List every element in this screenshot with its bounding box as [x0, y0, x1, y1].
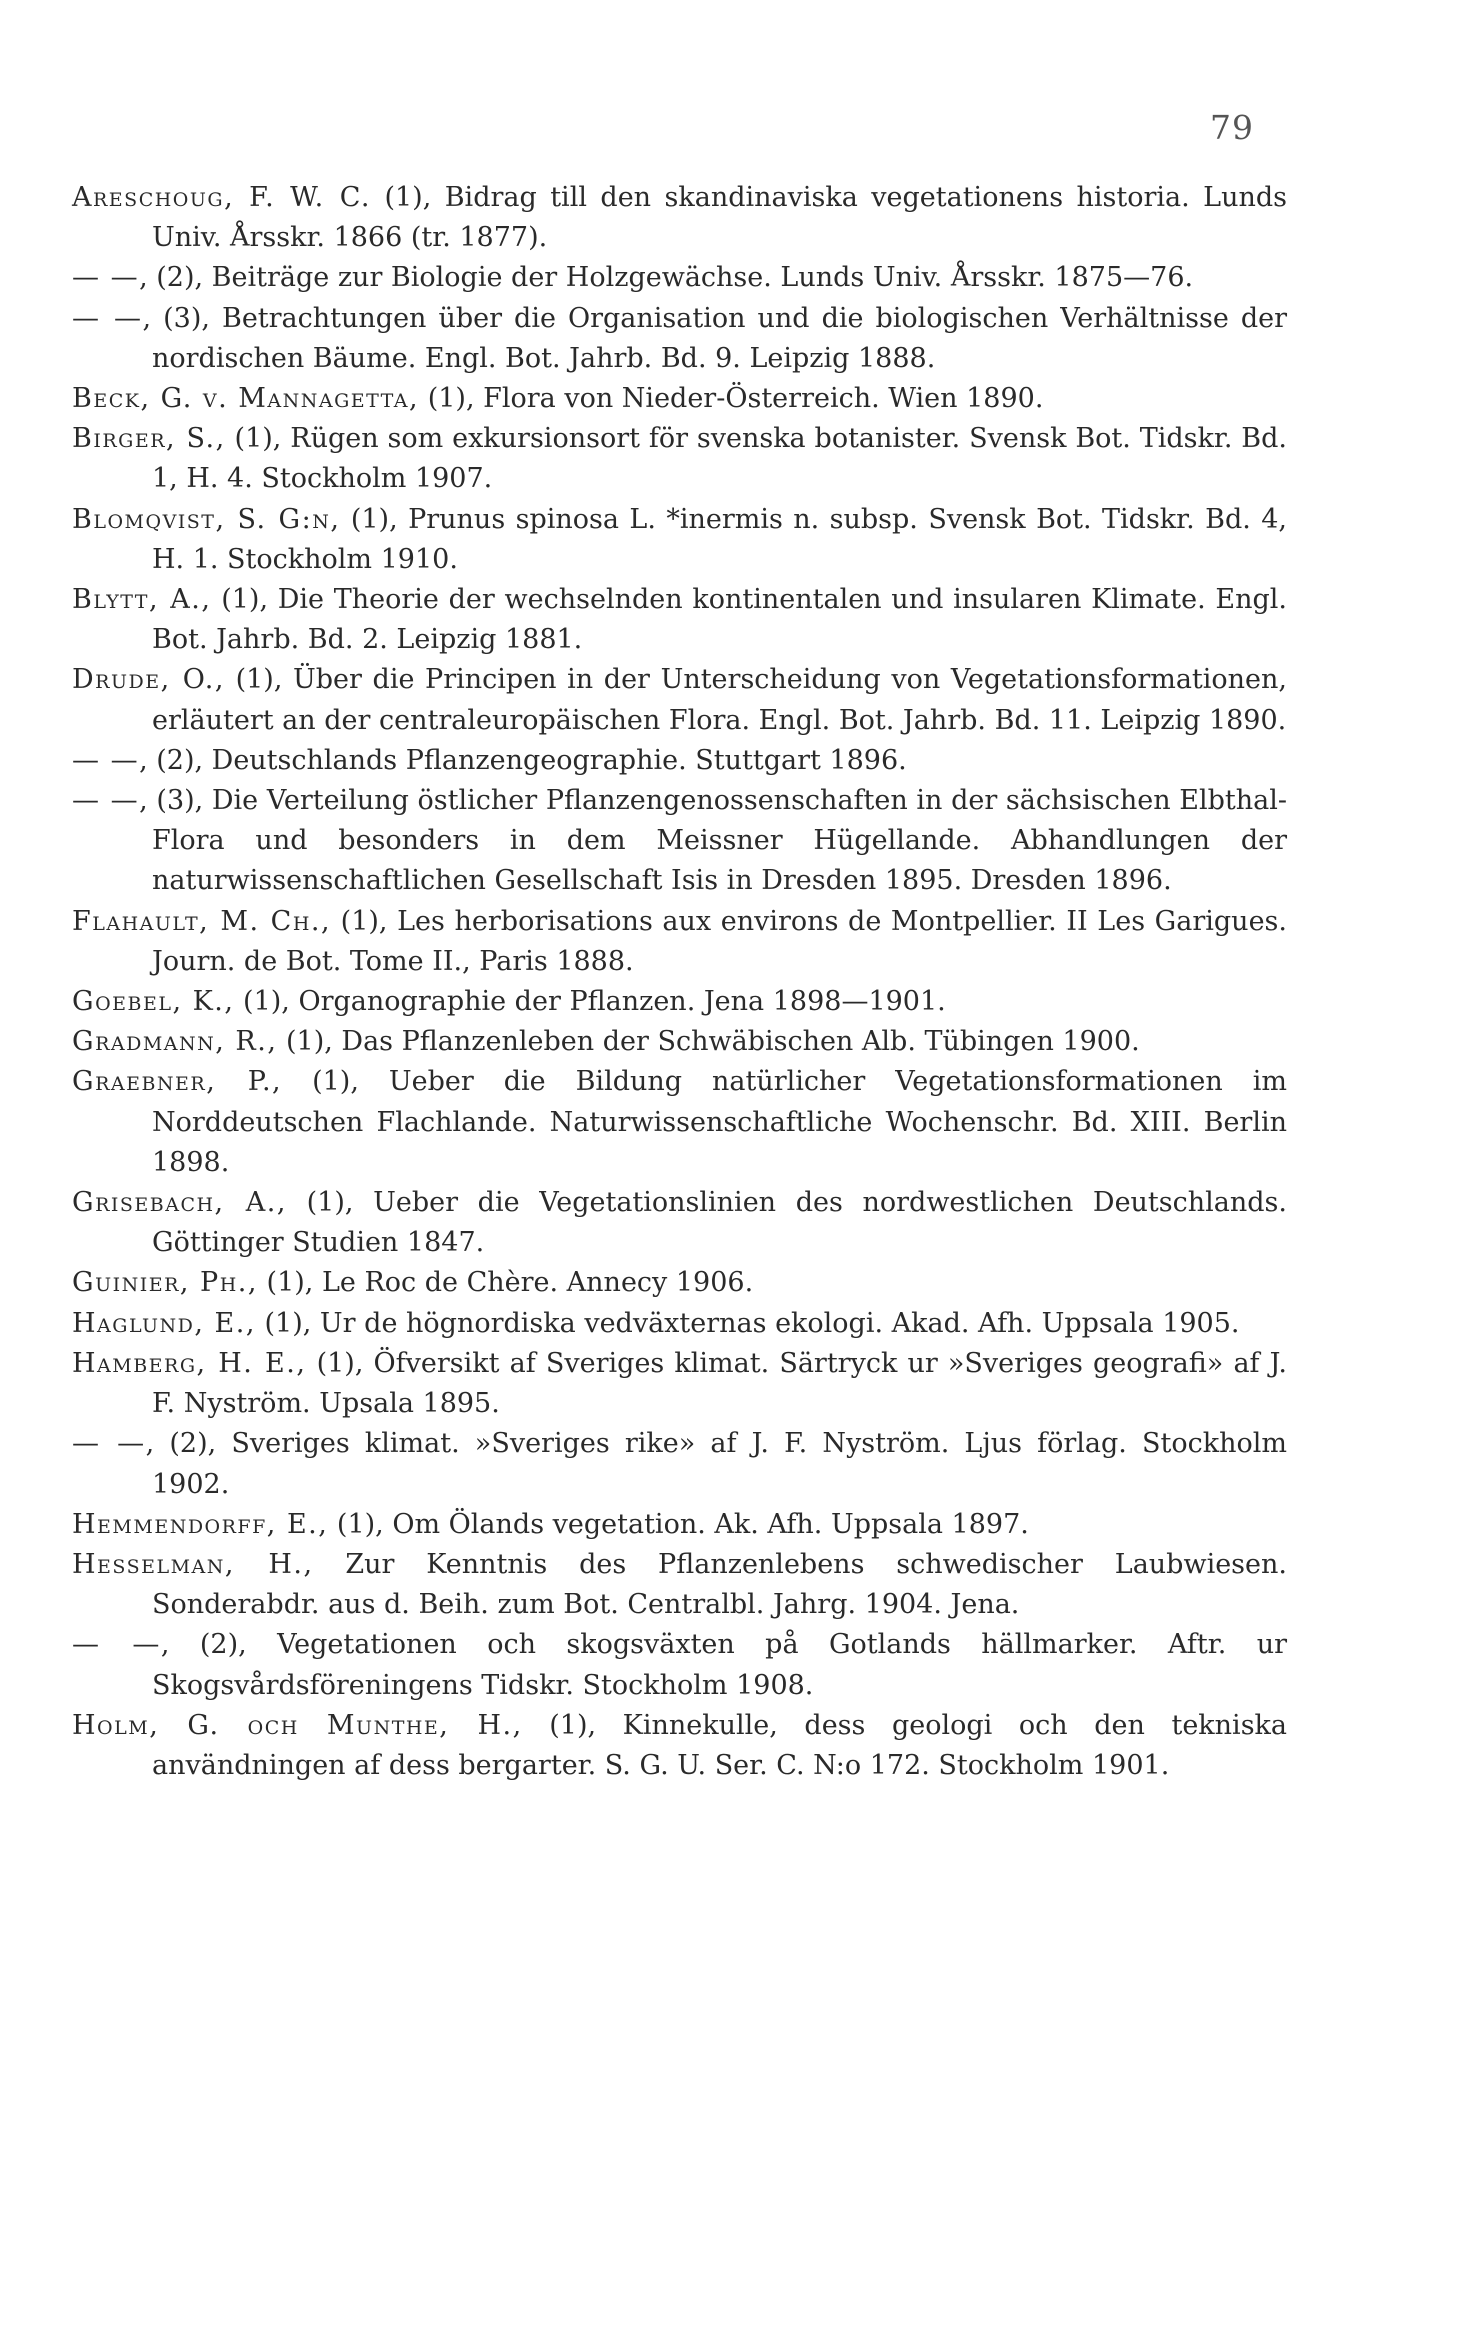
entry-author: — — — [72, 744, 140, 776]
bib-entry-guinier — [72, 1263, 1287, 1303]
bib-entry-areschoug-2 — [72, 258, 1287, 298]
bib-entry-gradmann — [72, 1022, 1287, 1062]
entry-author: Blomqvist, S. G:n, — [72, 503, 341, 535]
entry-author: — — — [72, 262, 140, 294]
bib-entry-goebel — [72, 982, 1287, 1022]
entry-author: Drude, O., — [72, 664, 225, 696]
entry-text: (1), Das Pflanzenleben der Schwäbischen Alb. Tübingen 1900. — [277, 1026, 1140, 1058]
entry-author: Guinier, Ph., — [72, 1267, 258, 1299]
entry-author: Haglund, E., — [72, 1307, 256, 1339]
entry-text: (1), Ur de högnordiska vedväxternas ekologi. Akad. Afh. Uppsala 1905. — [255, 1307, 1240, 1339]
entry-author: Areschoug, F. W. C. — [72, 182, 371, 213]
entry-text: (1), Die Theorie der wechselnden kontinentalen und insularen Klimate. Engl. Bot. Jahrb. Bd. 2. Leipzig 1881. — [152, 584, 1287, 656]
entry-author: — — — [72, 302, 143, 334]
entry-text: (1), Prunus spinosa L. *inermis n. subsp. Svensk Bot. Tidskr. Bd. 4, H. 1. Stockholm 1910. — [152, 503, 1288, 575]
bib-entry-drude-2 — [72, 741, 1287, 781]
bib-entry-blytt — [72, 580, 1287, 660]
bib-entry-graebner — [72, 1062, 1287, 1183]
entry-author: Flahault, M. Ch., — [72, 905, 332, 937]
entry-author: Holm, G. och Munthe, H., — [72, 1709, 523, 1741]
bib-entry-drude-1 — [72, 660, 1287, 740]
bib-entry-birger — [72, 419, 1287, 499]
entry-author: Goebel, K., — [72, 986, 235, 1018]
entry-text: (1), Ueber die Bildung natürlicher Vegetationsformationen im Norddeutschen Flachlande. Naturwissenschaftliche Wochenschr. Bd. XIII. Berlin 1898. — [152, 1066, 1287, 1178]
bib-entry-drude-3 — [72, 781, 1287, 902]
entry-author: Birger, S., — [72, 423, 226, 455]
bib-entry-haglund — [72, 1304, 1287, 1344]
entry-text: (1), Flora von Nieder-Österreich. Wien 1890. — [419, 383, 1044, 415]
entry-text: (1), Le Roc de Chère. Annecy 1906. — [257, 1267, 754, 1299]
entry-text: (1), Öfversikt af Sveriges klimat. Särtryck ur »Sveriges geografi» af J. F. Nyström. Upsala 1895. — [152, 1347, 1287, 1420]
entry-author: Beck, G. v. Mannagetta, — [72, 383, 420, 415]
entry-text: , (3), Die Verteilung östlicher Pflanzengenossenschaften in der sächsischen Elbthal-Flora und besonders in dem Meissner Hügellande. Abhandlungen der naturwissenschaftlichen Gesellschaft Isis in Dresden 1895. Dresden 1896. — [139, 785, 1287, 897]
bib-entry-hesselman-1 — [72, 1545, 1287, 1625]
entry-text: (1), Über die Principen in der Unterscheidung von Vegetationsformationen, erläutert an der centraleuropäischen Flora. Engl. Bot. Jahrb. Bd. 11. Leipzig 1890. — [152, 664, 1288, 736]
entry-text: , (2), Beiträge zur Biologie der Holzgewächse. Lunds Univ. Årsskr. 1875—76. — [139, 262, 1194, 294]
bib-entry-hemmendorff — [72, 1505, 1287, 1545]
page-number: 79 — [1210, 108, 1254, 147]
entry-author: — — — [72, 785, 140, 817]
bib-entry-grisebach — [72, 1183, 1287, 1263]
bib-entry-areschoug-1 — [72, 178, 1287, 258]
entry-text: (1), Bidrag till den skandinaviska vegetationens historia. Lunds Univ. Årsskr. 1866 (tr. 1877). — [152, 182, 1288, 254]
entry-text: (1), Om Ölands vegetation. Ak. Afh. Uppsala 1897. — [328, 1508, 1029, 1540]
bibliography-list — [72, 178, 1287, 1786]
entry-author: Graebner, P., — [72, 1066, 283, 1098]
entry-text: Zur Kenntnis des Pflanzenlebens schwedischer Laubwiesen. Sonderabdr. aus d. Beih. zum Bot. Centralbl. Jahrg. 1904. Jena. — [152, 1548, 1287, 1621]
entry-author: Gradmann, R., — [72, 1026, 278, 1058]
entry-author: — — — [72, 1629, 161, 1661]
entry-text: , (2), Deutschlands Pflanzengeographie. Stuttgart 1896. — [139, 744, 907, 776]
entry-text: (1), Organographie der Pflanzen. Jena 1898—1901. — [234, 986, 946, 1018]
entry-author: Blytt, A., — [72, 584, 212, 616]
entry-text: (1), Les herborisations aux environs de Montpellier. II Les Garigues. Journ. de Bot. Tome II., Paris 1888. — [152, 905, 1287, 977]
entry-text: (1), Kinnekulle, dess geologi och den tekniska användningen af dess bergarter. S. G. U. Ser. C. N:o 172. Stockholm 1901. — [152, 1709, 1288, 1781]
bib-entry-areschoug-3 — [72, 299, 1287, 379]
bib-entry-hesselman-2 — [72, 1625, 1287, 1705]
entry-text: , (2), Vegetationen och skogsväxten på Gotlands hällmarker. Aftr. ur Skogsvårdsföreningens Tidskr. Stockholm 1908. — [152, 1629, 1287, 1701]
bib-entry-hamberg-2 — [72, 1424, 1287, 1504]
entry-text: , (3), Betrachtungen über die Organisation und die biologischen Verhältnisse der nordischen Bäume. Engl. Bot. Jahrb. Bd. 9. Leipzig 1888. — [142, 302, 1288, 374]
entry-text: (1), Rügen som exkursionsort för svenska botanister. Svensk Bot. Tidskr. Bd. 1, H. 4. Stockholm 1907. — [152, 423, 1287, 495]
bib-entry-holm-munthe — [72, 1706, 1287, 1786]
bib-entry-blomqvist — [72, 500, 1287, 580]
entry-author: Hemmendorff, E., — [72, 1508, 329, 1540]
entry-text: (1), Ueber die Vegetationslinien des nordwestlichen Deutschlands. Göttinger Studien 1847. — [152, 1187, 1287, 1259]
bib-entry-hamberg-1 — [72, 1344, 1287, 1424]
entry-author: Hamberg, H. E., — [72, 1347, 307, 1379]
bib-entry-flahault — [72, 902, 1287, 982]
entry-author: Hesselman, H., — [72, 1548, 314, 1580]
bib-entry-beck — [72, 379, 1287, 419]
entry-author: Grisebach, A., — [72, 1187, 287, 1219]
entry-text: , (2), Sveriges klimat. »Sveriges rike» af J. F. Nyström. Ljus förlag. Stockholm 1902. — [145, 1428, 1287, 1500]
entry-author: — — — [72, 1428, 146, 1460]
